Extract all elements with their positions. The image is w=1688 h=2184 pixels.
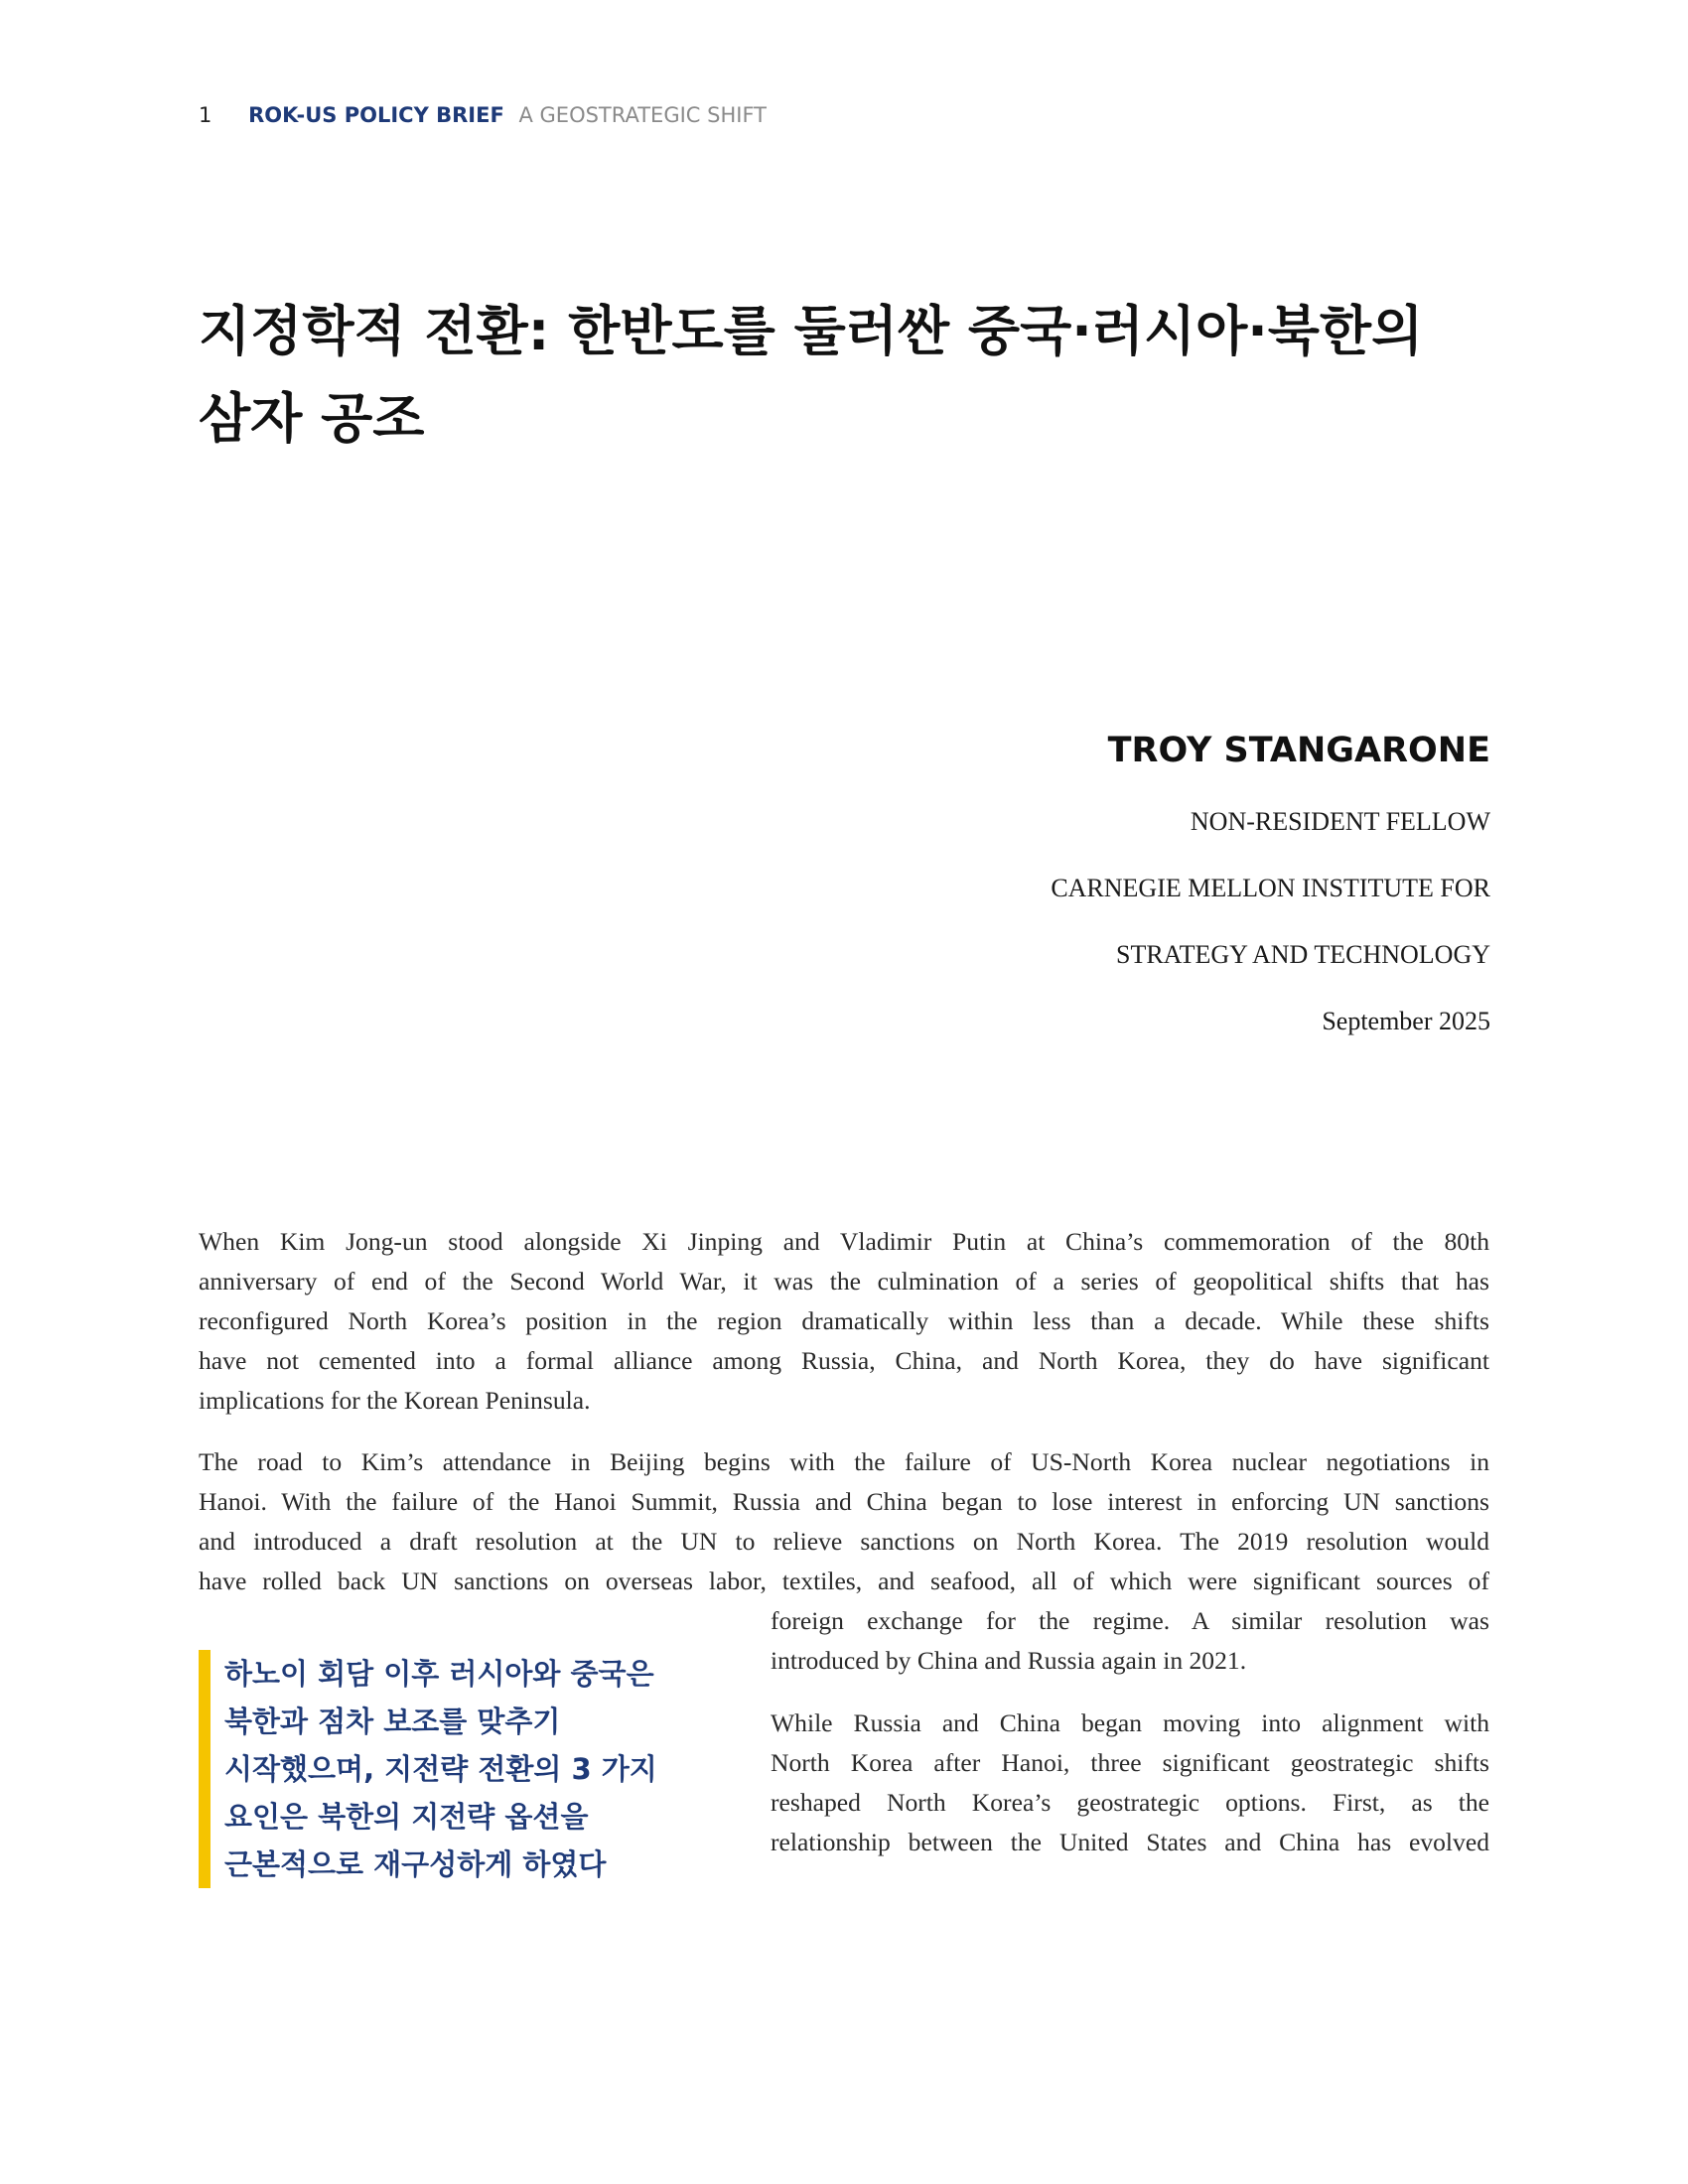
text-line: implications for the Korean Peninsula. xyxy=(199,1386,591,1415)
text-line: While Russia and China began moving into alignment with xyxy=(771,1708,1489,1737)
text-line: When Kim Jong-un stood alongside Xi Jinping and Vladimir Putin at China’s commemoration of the 80th xyxy=(199,1227,1489,1256)
text-line: introduced by China and Russia again in 2021. xyxy=(771,1646,1247,1675)
text-line: anniversary of end of the Second World War, it was the culmination of a series of geopolitical shifts that has xyxy=(199,1267,1489,1296)
pull-quote-line: 북한과 점차 보조를 맞추기 xyxy=(224,1705,561,1738)
text-line: reshaped North Korea’s geostrategic options. First, as the xyxy=(771,1788,1489,1817)
running-header xyxy=(199,103,767,127)
text-line: foreign exchange for the regime. A similar resolution was xyxy=(771,1606,1489,1635)
author-name: TROY STANGARONE xyxy=(1107,731,1490,770)
text-line: relationship between the United States and China has evolved xyxy=(771,1828,1489,1856)
title-line: 지정학적 전환: 한반도를 둘러싼 중국·러시아·북한의 xyxy=(199,300,1424,362)
text-line: have not cemented into a formal alliance among Russia, China, and North Korea, they do have significant xyxy=(199,1346,1489,1375)
document-title xyxy=(199,288,1489,463)
author-block xyxy=(597,731,1490,1074)
body-paragraph-2 xyxy=(199,1442,1489,1601)
series-subtitle: A GEOSTRATEGIC SHIFT xyxy=(518,103,767,127)
text-line: Hanoi. With the failure of the Hanoi Summit, Russia and China began to lose interest in enforcing UN sanctions xyxy=(199,1487,1489,1516)
author-institution-line: STRATEGY AND TECHNOLOGY xyxy=(1116,940,1490,969)
pull-quote-line: 근본적으로 재구성하게 하였다 xyxy=(224,1847,607,1881)
pull-quote-text xyxy=(224,1650,685,1888)
body-paragraph-3 xyxy=(771,1704,1489,1862)
text-line: have rolled back UN sanctions on overseas labor, textiles, and seafood, all of which were significant sources of xyxy=(199,1567,1489,1595)
text-line: The road to Kim’s attendance in Beijing begins with the failure of US-North Korea nuclear negotiations in xyxy=(199,1447,1489,1476)
pull-quote-line: 요인은 북한의 지전략 옵션을 xyxy=(224,1800,589,1834)
title-line: 삼자 공조 xyxy=(199,387,425,450)
text-line: North Korea after Hanoi, three significant geostrategic shifts xyxy=(771,1748,1489,1777)
body-paragraph-1 xyxy=(199,1222,1489,1421)
page-number: 1 xyxy=(199,103,212,127)
series-label: ROK-US POLICY BRIEF xyxy=(248,103,504,127)
pull-quote-line: 하노이 회담 이후 러시아와 중국은 xyxy=(224,1657,654,1691)
pull-quote-line: 시작했으며, 지전략 전환의 3 가지 xyxy=(224,1752,657,1786)
text-line: and introduced a draft resolution at the UN to relieve sanctions on North Korea. The 2019 resolution would xyxy=(199,1527,1489,1556)
author-institution-line: CARNEGIE MELLON INSTITUTE FOR xyxy=(1051,874,1490,902)
text-line: reconfigured North Korea’s position in the region dramatically within less than a decade. While these shifts xyxy=(199,1306,1489,1335)
publication-date: September 2025 xyxy=(1322,1007,1490,1035)
author-role: NON-RESIDENT FELLOW xyxy=(1190,807,1490,836)
body-paragraph-2-continued xyxy=(771,1601,1489,1681)
pull-quote xyxy=(199,1650,685,1888)
